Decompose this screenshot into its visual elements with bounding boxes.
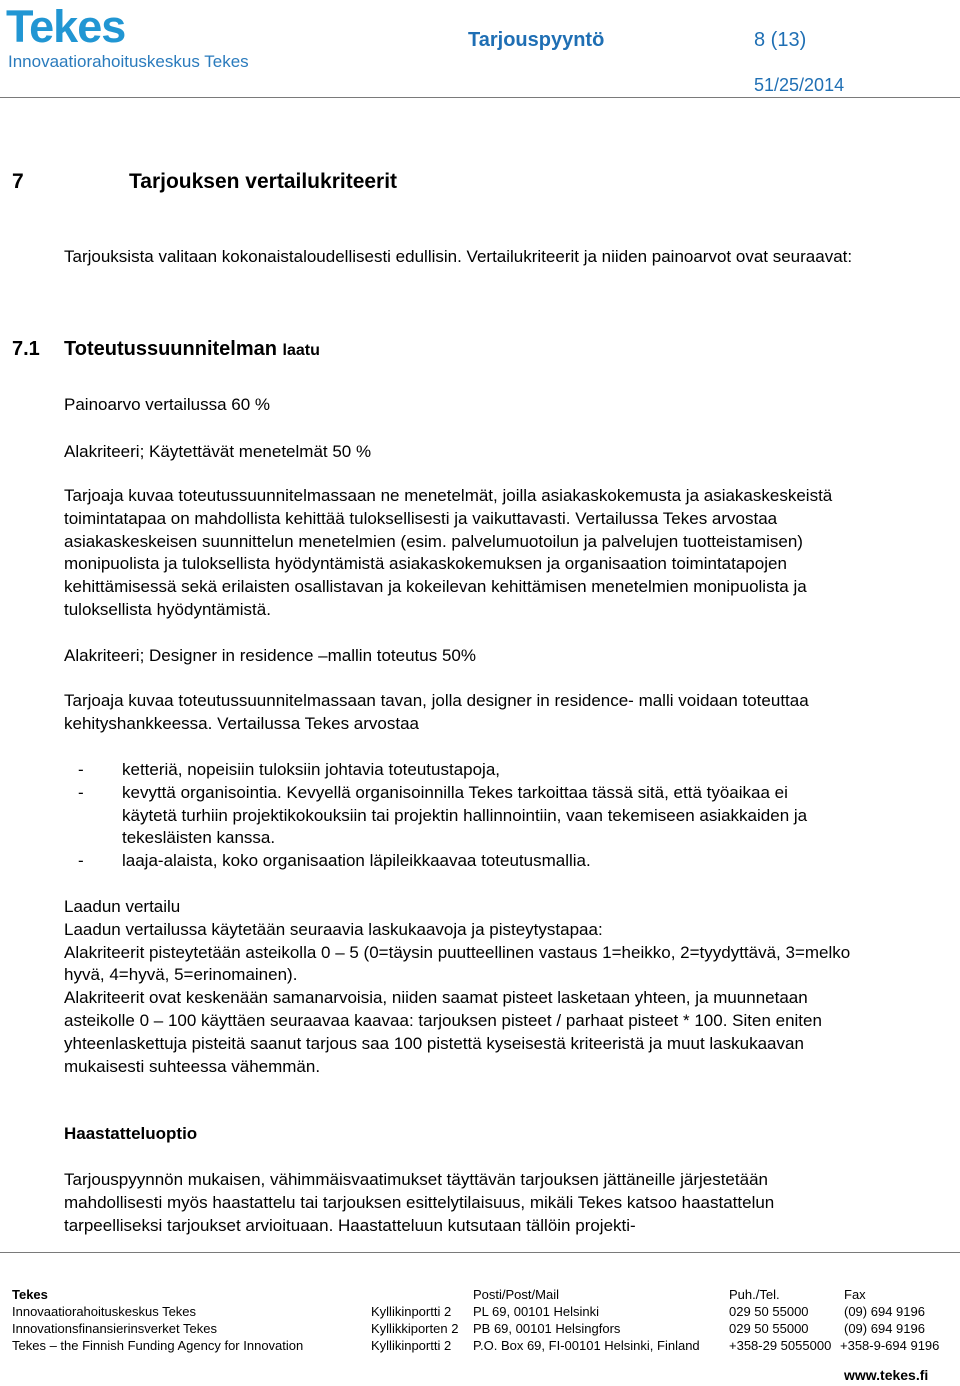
weight-text: Painoarvo vertailussa 60 %: [64, 395, 271, 414]
footer-tel: +358-29 5055000: [729, 1338, 832, 1353]
footer-fax: +358-9-694 9196: [840, 1338, 940, 1353]
subsection-title: Toteutussuunnitelman: [64, 338, 277, 360]
quality-line: Laadun vertailussa käytetään seuraavia laskukaavoja ja pisteytystapaa:: [64, 919, 603, 939]
footer-tel: 029 50 55000: [729, 1304, 809, 1319]
tekes-logo: Tekes: [6, 1, 126, 52]
interview-text: Tarjouspyynnön mukaisen, vähimmäisvaatimukset täyttävän tarjouksen jättäneille järjestetään mahdollisesti myös haastattelu tai tarjouksen esittelytilaisuus, mikäli Tekes katsoo haastattelun tarpeelliseksi tarjoukset arvioituaan. Haastatteluun kutsutaan tällöin projekti-: [64, 1170, 775, 1235]
section-number: 7: [12, 170, 24, 193]
interview-heading: Haastatteluoptio: [64, 1124, 198, 1143]
header-divider: [0, 97, 960, 98]
subsection-number: 7.1: [12, 338, 40, 360]
footer-mail: PB 69, 00101 Helsingfors: [473, 1321, 621, 1336]
section-title: Tarjouksen vertailukriteerit: [129, 170, 398, 193]
footer-fax-label: Fax: [844, 1287, 866, 1302]
quality-line: Alakriteerit pisteytetään asteikolla 0 – 5 (0=täysin puutteellinen vastaus 1=heikko, 2=tyydyttävä, 3=melko hyvä, 4=hyvä, 5=erinomainen).: [64, 942, 851, 985]
footer-street: Kyllikinportti 2: [371, 1304, 452, 1319]
document-title: Tarjouspyyntö: [468, 29, 605, 51]
footer-tel: 029 50 55000: [729, 1321, 809, 1336]
quality-heading: Laadun vertailu: [64, 897, 181, 916]
footer-tel-label: Puh./Tel.: [729, 1287, 780, 1302]
header-organization: Innovaatiorahoituskeskus Tekes: [8, 52, 249, 71]
subcriterion-2-text: Tarjoaja kuvaa toteutussuunnitelmassaan tavan, jolla designer in residence- malli voidaan toteuttaa kehityshankkeessa. Vertailussa Tekes arvostaa: [64, 691, 809, 733]
page-number: 8 (13): [754, 29, 807, 51]
quality-line: Alakriteerit ovat keskenään samanarvoisia, niiden saamat pisteet lasketaan yhteen, ja muunnetaan asteikolle 0 – 100 käyttäen seuraavaa kaavaa: tarjouksen pisteet / parhaat pisteet * 100. Siten eniten yhteenlaskettuja pisteitä saanut tarjous saa 100 pistettä kyseisestä kriteeristä ja muut laskukaavan mukaisesti suhteessa vähemmän.: [64, 988, 822, 1076]
footer-name: Tekes – the Finnish Funding Agency for Innovation: [12, 1338, 304, 1353]
footer-street: Kyllikinportti 2: [371, 1338, 452, 1353]
subsection-title-small: laatu: [282, 342, 320, 359]
footer-street: Kyllikkiporten 2: [371, 1321, 459, 1336]
footer-org: Tekes: [12, 1287, 48, 1302]
criteria-list: [64, 759, 874, 873]
footer-name: Innovaatiorahoituskeskus Tekes: [12, 1304, 197, 1319]
footer-name: Innovationsfinansierinsverket Tekes: [12, 1321, 217, 1336]
footer-mail: P.O. Box 69, FI-00101 Helsinki, Finland: [473, 1338, 700, 1353]
footer-fax: (09) 694 9196: [844, 1321, 925, 1336]
list-item: - laaja-alaista, koko organisaation läpileikkaavaa toteutusmallia.: [78, 851, 591, 871]
footer-mail-label: Posti/Post/Mail: [473, 1287, 559, 1302]
footer: [0, 1287, 960, 1367]
section-7-intro: Tarjouksista valitaan kokonaistaloudellisesti edullisin. Vertailukriteerit ja niiden painoarvot ovat seuraavat:: [64, 247, 853, 266]
list-item: - kevyttä organisointia. Kevyellä organisoinnilla Tekes tarkoittaa tässä sitä, että työaikaa ei käytetä turhiin projektikokouksiin tai projektin hallinnointiin, vaan tekemiseen asiakkaiden ja tekesläisten kanssa.: [78, 782, 808, 848]
subcriterion-1-title: Alakriteeri; Käytettävät menetelmät 50 %: [64, 442, 372, 461]
list-item: - ketteriä, nopeisiin tuloksiin johtavia toteutustapoja,: [78, 760, 501, 779]
document-date: 51/25/2014: [754, 75, 845, 95]
website-link[interactable]: www.tekes.fi: [844, 1367, 929, 1383]
subcriterion-2-title: Alakriteeri; Designer in residence –mallin toteutus 50%: [64, 646, 476, 665]
footer-fax: (09) 694 9196: [844, 1304, 925, 1319]
quality-section: [64, 896, 854, 1078]
footer-mail: PL 69, 00101 Helsinki: [473, 1304, 599, 1319]
subcriterion-1-text: Tarjoaja kuvaa toteutussuunnitelmassaan ne menetelmät, joilla asiakaskokemusta ja asiakaskeskeistä toimintatapaa on mahdollista kehittää tuloksellisesti ja vaikuttavasti. Vertailussa Tekes arvostaa asiakaskeskeisen suunnittelun menetelmien (esim. palvelumuotoilun ja palvelujen tuotteistamisen) monipuolista ja tuloksellista hyödyntämistä asiakaskokemuksen ja organisaation toimintatapojen kehittämisessä sekä erilaisten osallistavan ja kokeilevan kehittämisen menetelmien monipuolista ja tuloksellista hyödyntämistä.: [64, 486, 833, 619]
footer-divider: [0, 1252, 960, 1253]
